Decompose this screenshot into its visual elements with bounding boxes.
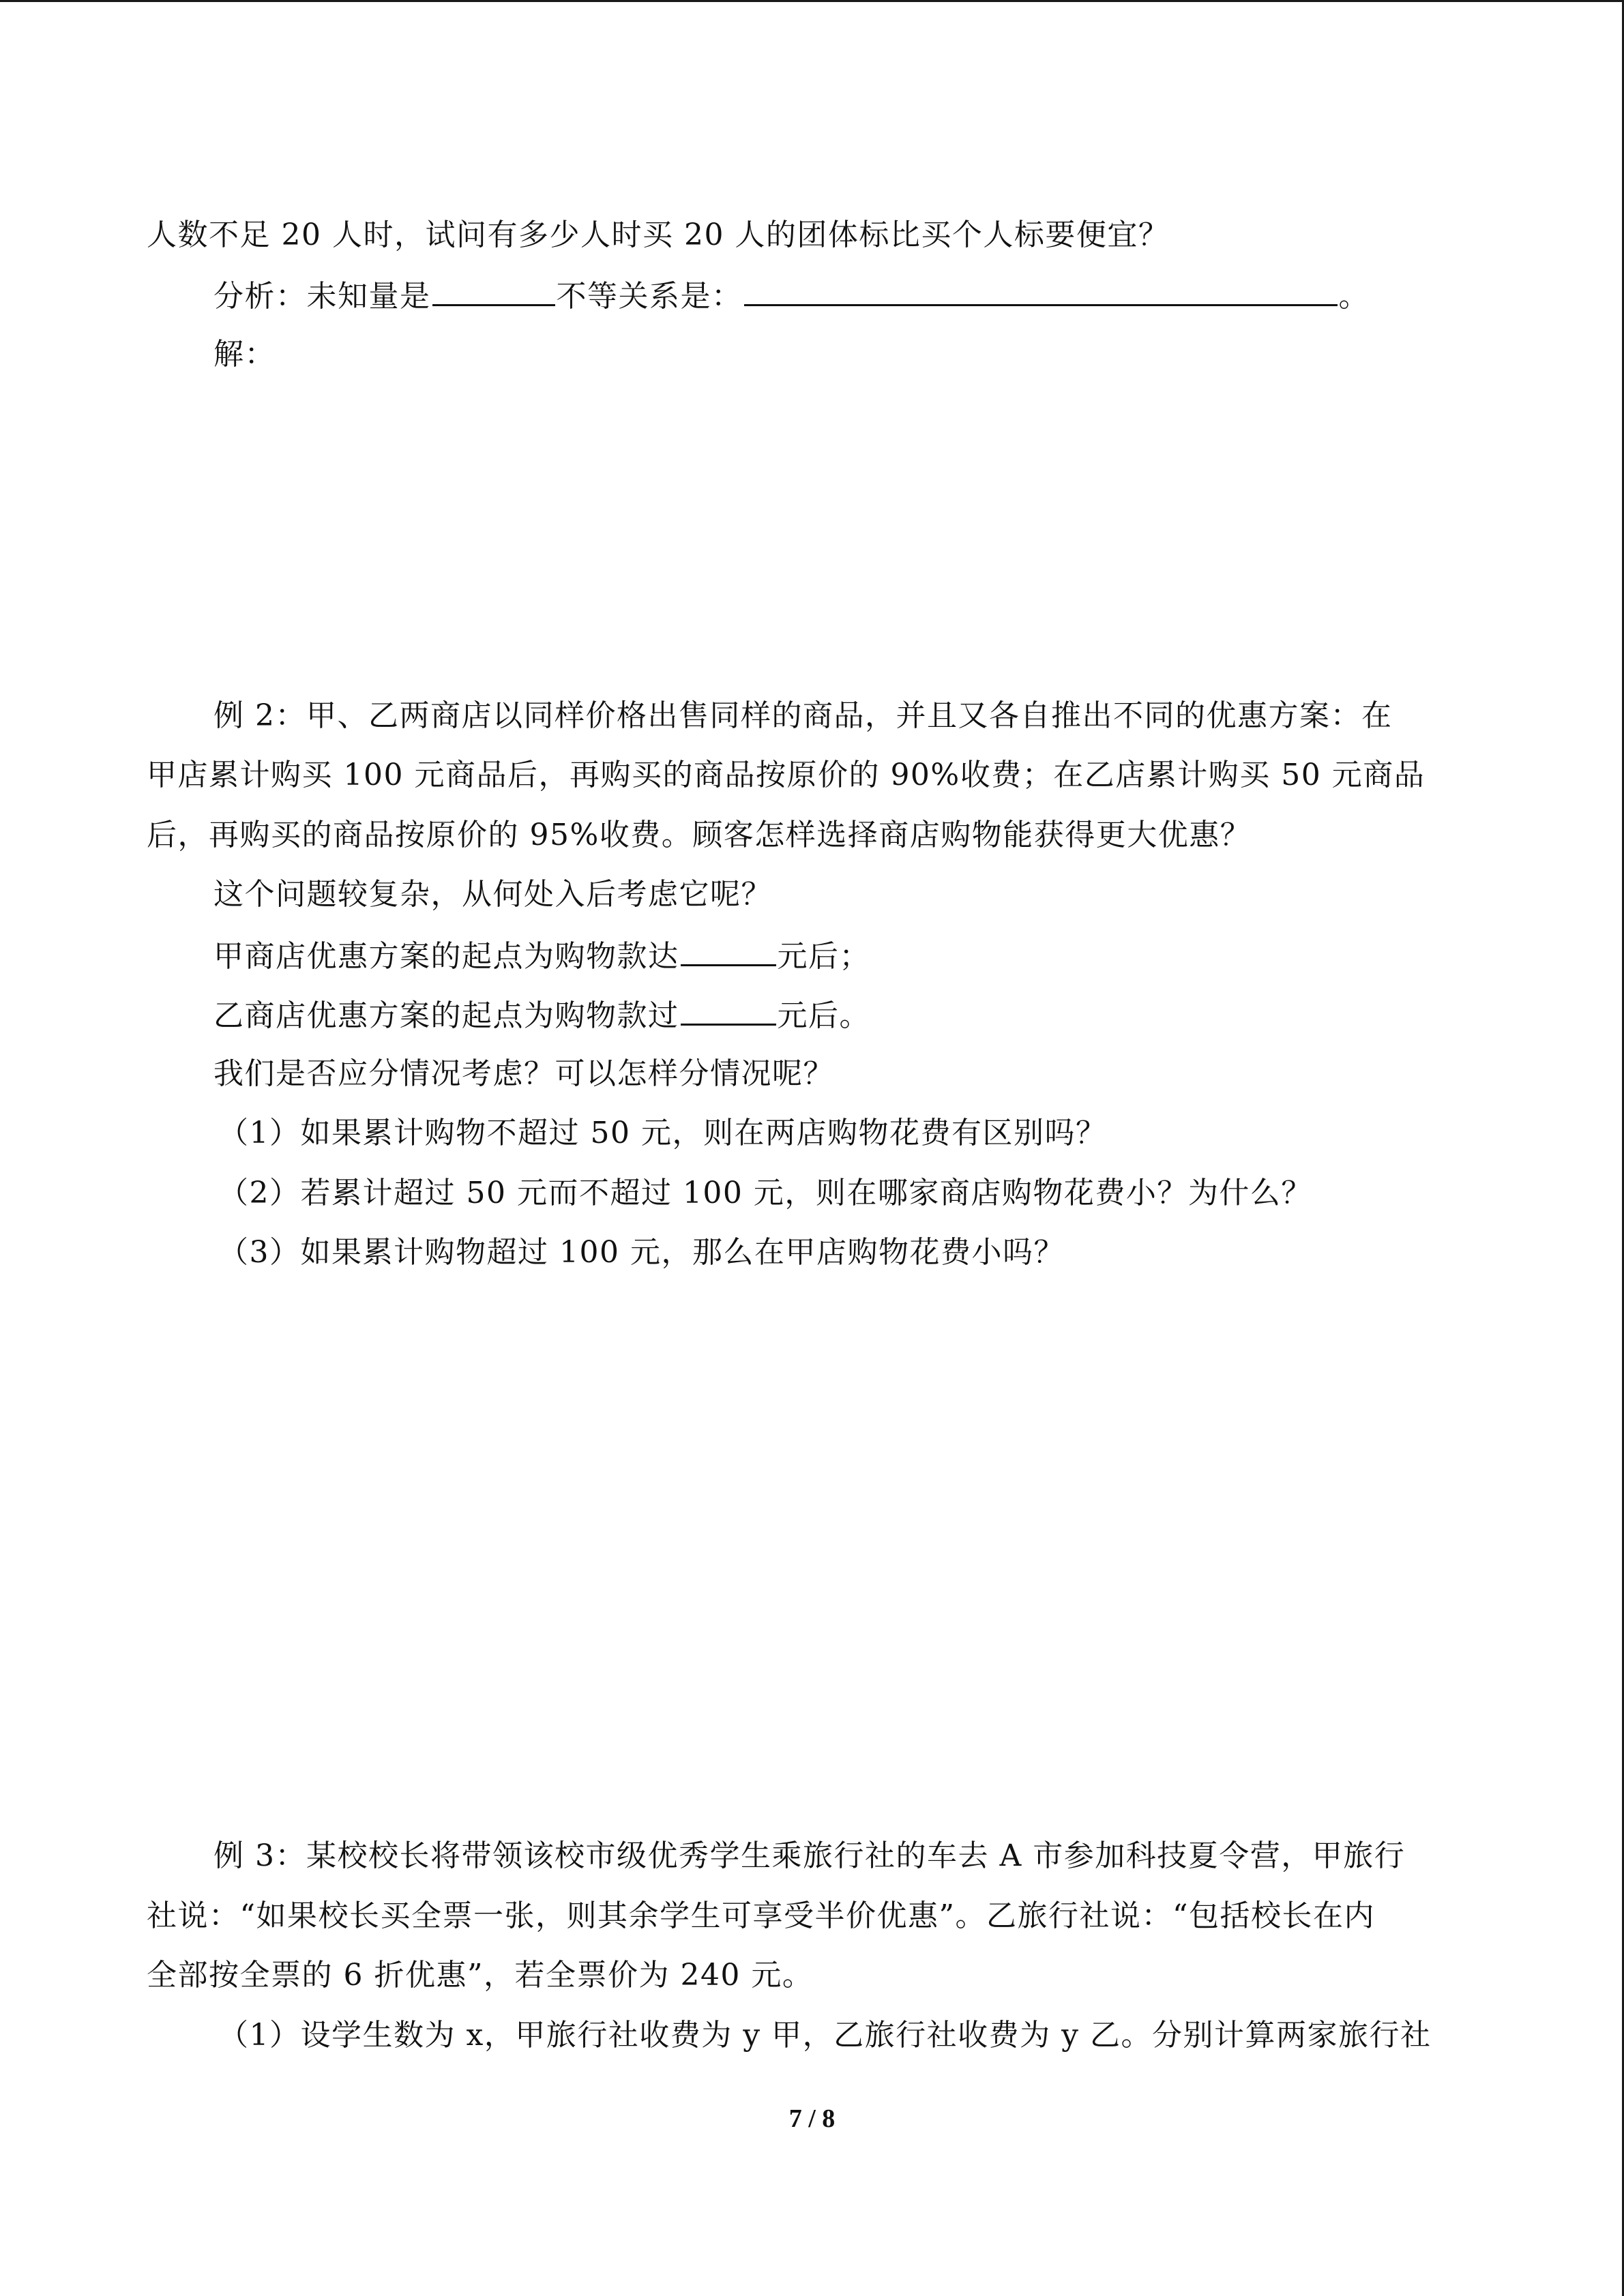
analysis-label-unknown: 分析：未知量是 [213, 279, 431, 314]
yi-start-line [213, 994, 870, 1037]
case-3: （3）如果累计购物超过 100 元，那么在甲店购物花费小吗？ [218, 1235, 1065, 1270]
yi-start-label: 乙商店优惠方案的起点为购物款过 [213, 998, 679, 1033]
example3-subquestion-1: （1）设学生数为 x，甲旅行社收费为 y 甲，乙旅行社收费为 y 乙。分别计算两家旅行社 [218, 2018, 1432, 2053]
analysis-end-mark: 。 [1338, 279, 1370, 314]
jia-start-blank [681, 934, 776, 966]
problem-text-line: 人数不足 20 人时，试问有多少人时买 20 人的团体标比买个人标要便宜？ [147, 218, 1170, 252]
example2-line-3: 后，再购买的商品按原价的 95%收费。顾客怎样选择商店购物能获得更大优惠？ [147, 818, 1252, 852]
cases-question: 我们是否应分情况考虑？可以怎样分情况呢？ [213, 1056, 834, 1091]
jia-start-label: 甲商店优惠方案的起点为购物款达 [213, 939, 679, 974]
jia-start-suffix: 元后； [777, 939, 870, 974]
unknown-blank [432, 274, 555, 306]
example2-line-2: 甲店累计购买 100 元商品后，再购买的商品按原价的 90%收费；在乙店累计购买 50 元商品 [147, 758, 1426, 792]
case-2: （2）若累计超过 50 元而不超过 100 元，则在哪家商店购物花费小？为什么？ [218, 1176, 1312, 1210]
yi-start-blank [681, 994, 776, 1026]
jia-start-line [213, 934, 870, 977]
inequality-blank [744, 274, 1338, 306]
case-1: （1）如果累计购物不超过 50 元，则在两店购物花费有区别吗？ [218, 1116, 1107, 1150]
example3-line-1: 例 3：某校校长将带领该校市级优秀学生乘旅行社的车去 A 市参加科技夏令营，甲旅行 [213, 1838, 1406, 1873]
example2-question: 这个问题较复杂，从何处入后考虑它呢？ [213, 877, 772, 912]
page-border-top [0, 0, 1624, 2]
yi-start-suffix: 元后。 [777, 998, 870, 1033]
analysis-line [213, 274, 1370, 317]
page-number: 7 / 8 [788, 2104, 836, 2133]
analysis-label-inequality: 不等关系是： [556, 279, 743, 314]
solution-label: 解： [213, 337, 276, 372]
example3-line-2: 社说：“如果校长买全票一张，则其余学生可享受半价优惠”。乙旅行社说：“包括校长在内 [147, 1898, 1375, 1933]
example3-line-3: 全部按全票的 6 折优惠”，若全票价为 240 元。 [147, 1958, 814, 1993]
example2-line-1: 例 2：甲、乙两商店以同样价格出售同样的商品，并且又各自推出不同的优惠方案：在 [213, 698, 1393, 733]
